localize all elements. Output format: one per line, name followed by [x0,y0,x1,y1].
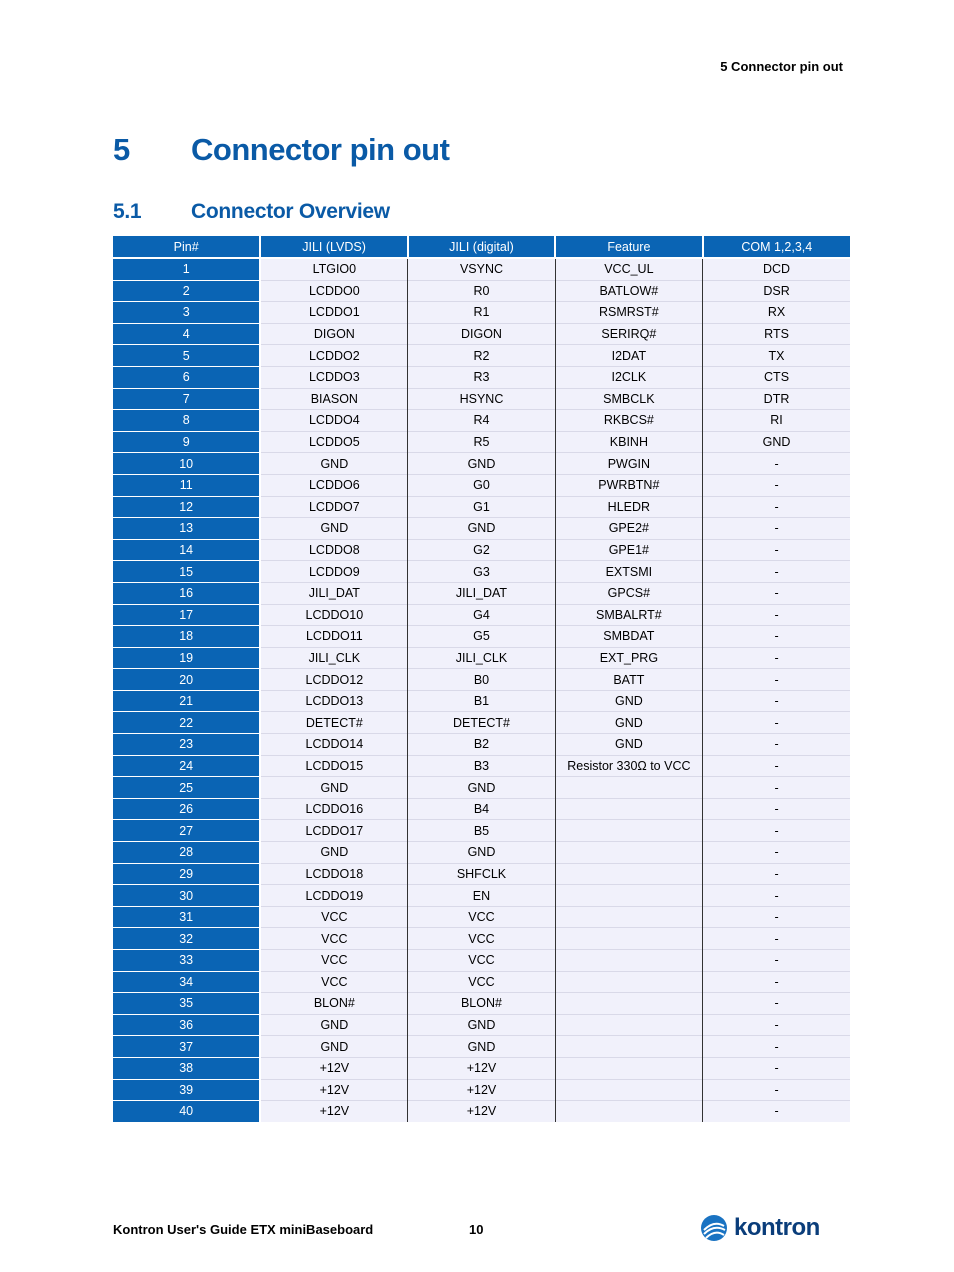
table-row [113,669,850,691]
cell-pin: 26 [113,798,260,820]
cell-jili-digital: B5 [408,820,555,842]
cell-com: - [703,582,850,604]
cell-jili-lvds: LCDDO5 [260,431,407,453]
table-row [113,496,850,518]
table-row [113,410,850,432]
cell-com: - [703,928,850,950]
cell-jili-digital: B1 [408,690,555,712]
connector-pin-table [113,236,850,1122]
cell-jili-lvds: LCDDO19 [260,885,407,907]
cell-com: - [703,453,850,475]
cell-jili-lvds: VCC [260,906,407,928]
cell-pin: 16 [113,582,260,604]
cell-feature: SMBDAT [555,626,702,648]
cell-pin: 24 [113,755,260,777]
cell-pin: 31 [113,906,260,928]
cell-jili-digital: G0 [408,474,555,496]
cell-com: - [703,1101,850,1122]
cell-com: RX [703,302,850,324]
cell-feature: SERIRQ# [555,323,702,345]
cell-com: - [703,906,850,928]
cell-jili-lvds: LCDDO8 [260,539,407,561]
table-row [113,431,850,453]
cell-pin: 33 [113,950,260,972]
cell-jili-lvds: JILI_DAT [260,582,407,604]
cell-pin: 13 [113,518,260,540]
cell-com: TX [703,345,850,367]
cell-pin: 5 [113,345,260,367]
cell-jili-digital: G4 [408,604,555,626]
cell-pin: 11 [113,474,260,496]
cell-feature: GND [555,734,702,756]
cell-feature [555,950,702,972]
cell-jili-digital: +12V [408,1101,555,1122]
cell-com: - [703,777,850,799]
cell-pin: 20 [113,669,260,691]
table-row [113,1101,850,1122]
cell-com: - [703,1014,850,1036]
cell-feature [555,1057,702,1079]
cell-jili-lvds: LCDDO0 [260,280,407,302]
section-heading [113,200,390,224]
cell-jili-digital: DIGON [408,323,555,345]
table-row [113,842,850,864]
cell-jili-digital: B3 [408,755,555,777]
cell-feature: PWGIN [555,453,702,475]
cell-jili-digital: R2 [408,345,555,367]
cell-jili-lvds: GND [260,842,407,864]
cell-feature: BATLOW# [555,280,702,302]
cell-jili-digital: R3 [408,366,555,388]
chapter-heading [113,132,449,168]
table-row [113,280,850,302]
cell-jili-lvds: LCDDO7 [260,496,407,518]
footer-document-title: Kontron User's Guide ETX miniBaseboard [113,1222,374,1237]
cell-feature: EXT_PRG [555,647,702,669]
cell-feature: SMBCLK [555,388,702,410]
cell-pin: 34 [113,971,260,993]
cell-jili-lvds: LCDDO13 [260,690,407,712]
cell-pin: 3 [113,302,260,324]
cell-com: - [703,950,850,972]
cell-jili-lvds: VCC [260,928,407,950]
cell-pin: 17 [113,604,260,626]
cell-com: - [703,690,850,712]
cell-jili-digital: R1 [408,302,555,324]
cell-feature [555,906,702,928]
cell-com: - [703,604,850,626]
kontron-logo-text: kontron [734,1214,820,1241]
table-row [113,950,850,972]
kontron-logo-icon [700,1214,728,1242]
column-header-com: COM 1,2,3,4 [703,236,850,258]
table-row [113,734,850,756]
cell-jili-lvds: LCDDO9 [260,561,407,583]
cell-jili-lvds: GND [260,453,407,475]
cell-jili-digital: VSYNC [408,258,555,280]
cell-com: - [703,971,850,993]
cell-jili-digital: GND [408,1036,555,1058]
cell-feature [555,993,702,1015]
cell-feature [555,928,702,950]
cell-feature: GND [555,712,702,734]
cell-feature: KBINH [555,431,702,453]
table-row [113,302,850,324]
cell-jili-lvds: JILI_CLK [260,647,407,669]
cell-pin: 1 [113,258,260,280]
cell-feature [555,1014,702,1036]
cell-jili-digital: SHFCLK [408,863,555,885]
cell-feature [555,842,702,864]
cell-jili-digital: R5 [408,431,555,453]
cell-feature: GPCS# [555,582,702,604]
cell-feature: GPE2# [555,518,702,540]
cell-jili-digital: +12V [408,1057,555,1079]
cell-pin: 22 [113,712,260,734]
table-row [113,971,850,993]
cell-pin: 40 [113,1101,260,1122]
cell-com: DCD [703,258,850,280]
cell-com: - [703,755,850,777]
cell-com: - [703,993,850,1015]
cell-jili-digital: R4 [408,410,555,432]
cell-jili-digital: GND [408,1014,555,1036]
cell-jili-lvds: GND [260,1036,407,1058]
cell-feature [555,971,702,993]
table-row [113,798,850,820]
table-row [113,539,850,561]
cell-feature [555,1036,702,1058]
cell-jili-lvds: VCC [260,950,407,972]
cell-pin: 27 [113,820,260,842]
cell-pin: 25 [113,777,260,799]
cell-pin: 21 [113,690,260,712]
cell-jili-lvds: LCDDO14 [260,734,407,756]
cell-feature: HLEDR [555,496,702,518]
cell-jili-lvds: +12V [260,1057,407,1079]
cell-pin: 37 [113,1036,260,1058]
cell-jili-lvds: BIASON [260,388,407,410]
cell-jili-lvds: DIGON [260,323,407,345]
table-row [113,928,850,950]
cell-pin: 30 [113,885,260,907]
column-header-jili-lvds: JILI (LVDS) [260,236,407,258]
cell-pin: 15 [113,561,260,583]
cell-jili-lvds: +12V [260,1101,407,1122]
table-row [113,1079,850,1101]
table-header-row [113,236,850,258]
chapter-title: Connector pin out [191,132,450,167]
running-header: 5 Connector pin out [720,59,843,74]
cell-jili-lvds: LCDDO12 [260,669,407,691]
table-row [113,453,850,475]
cell-jili-lvds: GND [260,518,407,540]
cell-feature [555,1079,702,1101]
table-row [113,885,850,907]
cell-com: - [703,1057,850,1079]
cell-com: - [703,496,850,518]
cell-feature: PWRBTN# [555,474,702,496]
cell-pin: 9 [113,431,260,453]
chapter-number: 5 [113,132,130,167]
cell-jili-digital: VCC [408,928,555,950]
cell-com: - [703,798,850,820]
cell-com: - [703,1036,850,1058]
cell-com: - [703,712,850,734]
cell-com: - [703,518,850,540]
cell-jili-digital: G5 [408,626,555,648]
cell-jili-digital: GND [408,453,555,475]
cell-jili-digital: GND [408,842,555,864]
cell-feature [555,863,702,885]
cell-pin: 2 [113,280,260,302]
cell-feature: VCC_UL [555,258,702,280]
table-row [113,712,850,734]
cell-feature: RSMRST# [555,302,702,324]
cell-feature: RKBCS# [555,410,702,432]
cell-feature [555,885,702,907]
cell-jili-lvds: LCDDO4 [260,410,407,432]
table-row [113,755,850,777]
cell-jili-lvds: LCDDO1 [260,302,407,324]
cell-jili-lvds: LCDDO16 [260,798,407,820]
cell-jili-lvds: LCDDO2 [260,345,407,367]
cell-com: - [703,647,850,669]
cell-com: - [703,820,850,842]
table-row [113,582,850,604]
table-row [113,690,850,712]
table-row [113,626,850,648]
cell-pin: 23 [113,734,260,756]
kontron-logo [700,1214,820,1242]
cell-com: CTS [703,366,850,388]
table-row [113,906,850,928]
cell-com: - [703,669,850,691]
cell-jili-lvds: LCDDO18 [260,863,407,885]
cell-pin: 29 [113,863,260,885]
cell-jili-lvds: +12V [260,1079,407,1101]
cell-feature: GND [555,690,702,712]
cell-feature: SMBALRT# [555,604,702,626]
cell-com: - [703,561,850,583]
cell-jili-digital: DETECT# [408,712,555,734]
cell-jili-digital: GND [408,518,555,540]
cell-com: DSR [703,280,850,302]
cell-feature [555,777,702,799]
column-header-feature: Feature [555,236,702,258]
cell-com: GND [703,431,850,453]
cell-jili-digital: VCC [408,971,555,993]
cell-jili-lvds: LCDDO6 [260,474,407,496]
table-row [113,388,850,410]
cell-jili-digital: HSYNC [408,388,555,410]
cell-jili-lvds: BLON# [260,993,407,1015]
cell-feature [555,1101,702,1122]
cell-jili-digital: B2 [408,734,555,756]
footer-page-number: 10 [469,1222,484,1237]
cell-jili-lvds: GND [260,1014,407,1036]
table-row [113,647,850,669]
cell-feature: I2CLK [555,366,702,388]
cell-pin: 32 [113,928,260,950]
cell-pin: 12 [113,496,260,518]
cell-pin: 14 [113,539,260,561]
cell-feature [555,820,702,842]
cell-jili-lvds: LCDDO10 [260,604,407,626]
cell-pin: 10 [113,453,260,475]
table-row [113,561,850,583]
cell-feature: Resistor 330Ω to VCC [555,755,702,777]
cell-pin: 4 [113,323,260,345]
table-row [113,1014,850,1036]
cell-com: - [703,863,850,885]
table-row [113,820,850,842]
cell-jili-lvds: LCDDO11 [260,626,407,648]
cell-pin: 36 [113,1014,260,1036]
cell-jili-digital: JILI_DAT [408,582,555,604]
cell-feature: GPE1# [555,539,702,561]
table-row [113,604,850,626]
cell-com: RTS [703,323,850,345]
cell-feature: I2DAT [555,345,702,367]
cell-jili-digital: +12V [408,1079,555,1101]
cell-com: - [703,885,850,907]
cell-jili-digital: JILI_CLK [408,647,555,669]
table-row [113,474,850,496]
section-number: 5.1 [113,200,142,223]
table-row [113,258,850,280]
cell-jili-lvds: LCDDO3 [260,366,407,388]
cell-pin: 39 [113,1079,260,1101]
cell-jili-digital: B4 [408,798,555,820]
table-row [113,518,850,540]
cell-com: - [703,539,850,561]
cell-jili-digital: G2 [408,539,555,561]
cell-com: - [703,474,850,496]
cell-jili-lvds: LCDDO15 [260,755,407,777]
cell-com: - [703,842,850,864]
cell-feature [555,798,702,820]
cell-jili-digital: VCC [408,906,555,928]
cell-pin: 8 [113,410,260,432]
cell-jili-digital: VCC [408,950,555,972]
cell-jili-digital: B0 [408,669,555,691]
cell-jili-lvds: LTGIO0 [260,258,407,280]
cell-jili-lvds: GND [260,777,407,799]
cell-pin: 35 [113,993,260,1015]
cell-jili-digital: EN [408,885,555,907]
cell-feature: EXTSMI [555,561,702,583]
table-row [113,993,850,1015]
cell-com: DTR [703,388,850,410]
cell-pin: 28 [113,842,260,864]
cell-jili-lvds: DETECT# [260,712,407,734]
table-row [113,777,850,799]
cell-jili-lvds: LCDDO17 [260,820,407,842]
table-row [113,1036,850,1058]
column-header-pin: Pin# [113,236,260,258]
cell-pin: 7 [113,388,260,410]
cell-jili-digital: R0 [408,280,555,302]
cell-pin: 38 [113,1057,260,1079]
cell-pin: 19 [113,647,260,669]
cell-jili-digital: G3 [408,561,555,583]
cell-jili-digital: GND [408,777,555,799]
table-row [113,366,850,388]
section-title: Connector Overview [191,200,390,223]
cell-feature: BATT [555,669,702,691]
column-header-jili-digital: JILI (digital) [408,236,555,258]
cell-pin: 6 [113,366,260,388]
table-row [113,345,850,367]
cell-com: - [703,626,850,648]
cell-com: - [703,734,850,756]
cell-jili-lvds: VCC [260,971,407,993]
table-row [113,1057,850,1079]
cell-com: RI [703,410,850,432]
table-row [113,323,850,345]
cell-jili-digital: BLON# [408,993,555,1015]
table-row [113,863,850,885]
cell-pin: 18 [113,626,260,648]
cell-com: - [703,1079,850,1101]
cell-jili-digital: G1 [408,496,555,518]
